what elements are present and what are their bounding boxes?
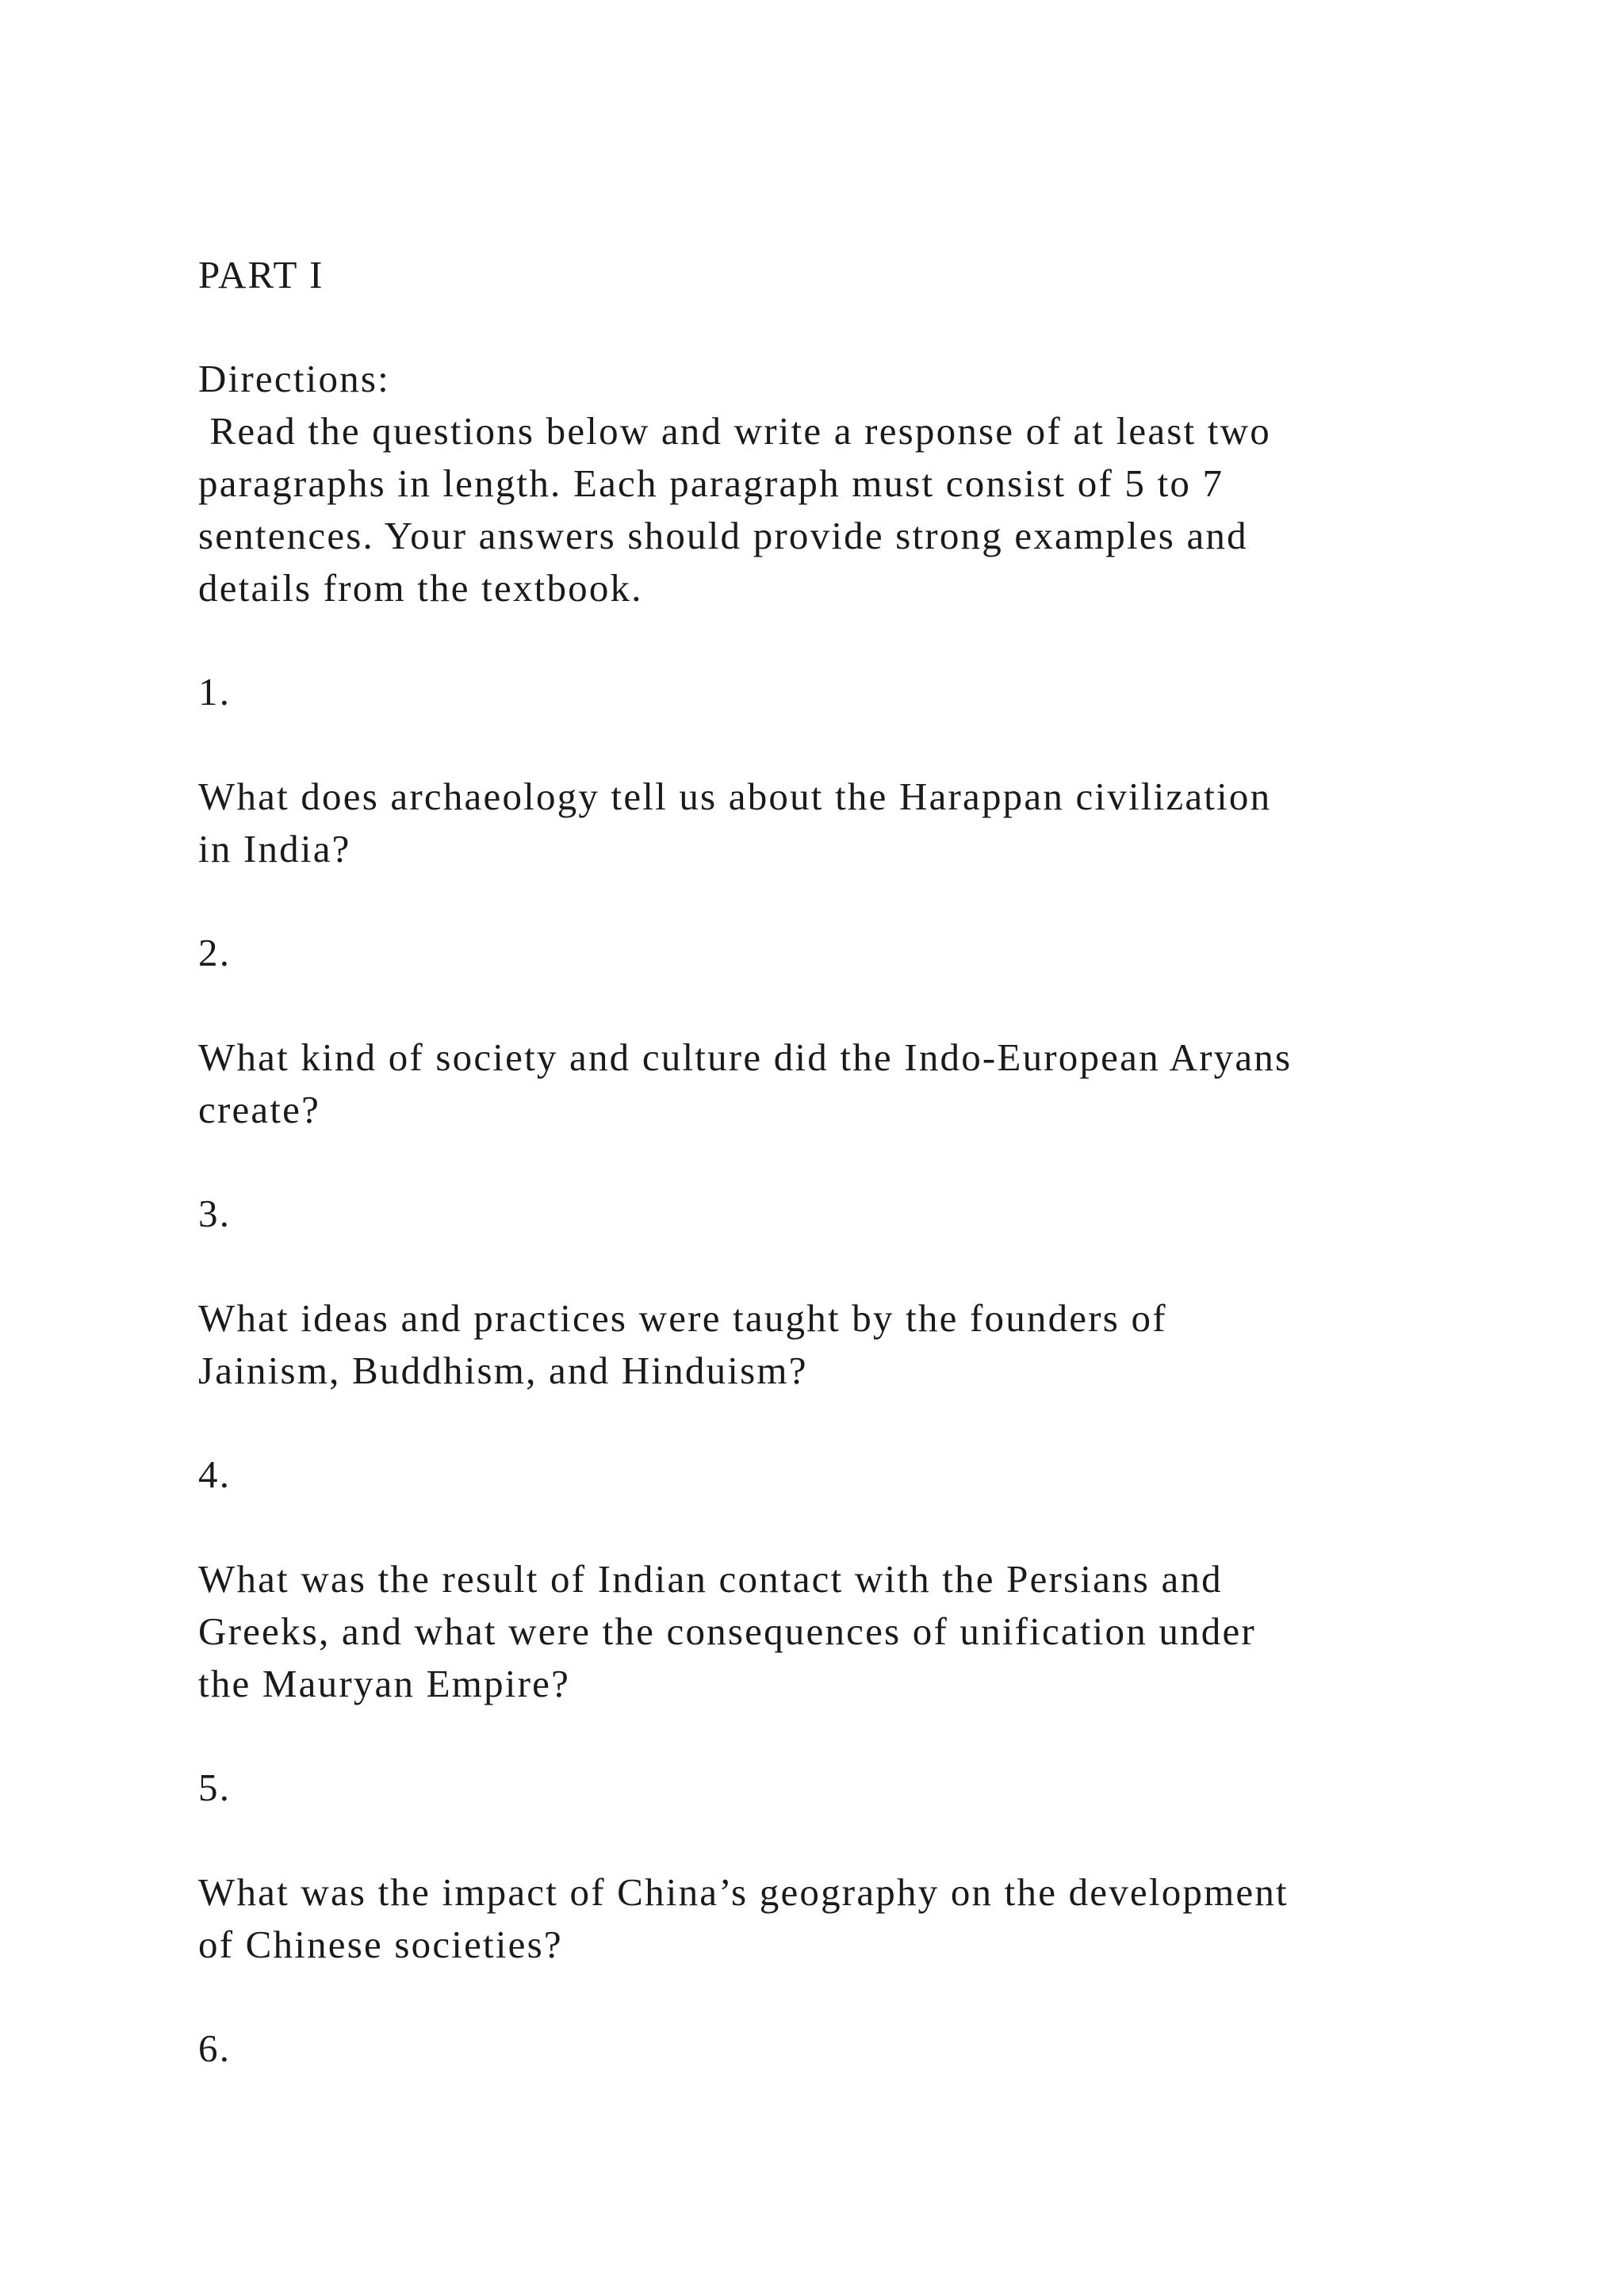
question-5-line: What was the impact of China’s geography on the development (198, 1870, 1289, 1914)
question-3-line: Jainism, Buddhism, and Hinduism? (198, 1349, 808, 1392)
question-number-5: 5. (198, 1766, 232, 1809)
question-number-3: 3. (198, 1192, 232, 1235)
directions-line: paragraphs in length. Each paragraph must consist of 5 to 7 (198, 461, 1224, 505)
question-number-4: 4. (198, 1452, 232, 1496)
question-4-line: the Mauryan Empire? (198, 1662, 571, 1705)
question-2-line: create? (198, 1088, 321, 1131)
question-2-line: What kind of society and culture did the Indo-European Aryans (198, 1035, 1293, 1079)
part-heading: PART I (198, 253, 324, 297)
question-1-line: What does archaeology tell us about the Harappan civilization (198, 775, 1272, 818)
question-number-6: 6. (198, 2026, 232, 2070)
directions-line: details from the textbook. (198, 566, 643, 610)
question-4-line: Greeks, and what were the consequences of unification under (198, 1609, 1256, 1653)
question-number-1: 1. (198, 670, 232, 714)
question-number-2: 2. (198, 931, 232, 974)
question-5-line: of Chinese societies? (198, 1923, 563, 1966)
question-1-line: in India? (198, 827, 351, 871)
directions-label: Directions: (198, 357, 390, 400)
directions-line: Read the questions below and write a response of at least two (198, 409, 1271, 453)
question-3-line: What ideas and practices were taught by the founders of (198, 1296, 1167, 1340)
question-4-line: What was the result of Indian contact with the Persians and (198, 1557, 1223, 1601)
directions-line: sentences. Your answers should provide strong examples and (198, 514, 1248, 557)
